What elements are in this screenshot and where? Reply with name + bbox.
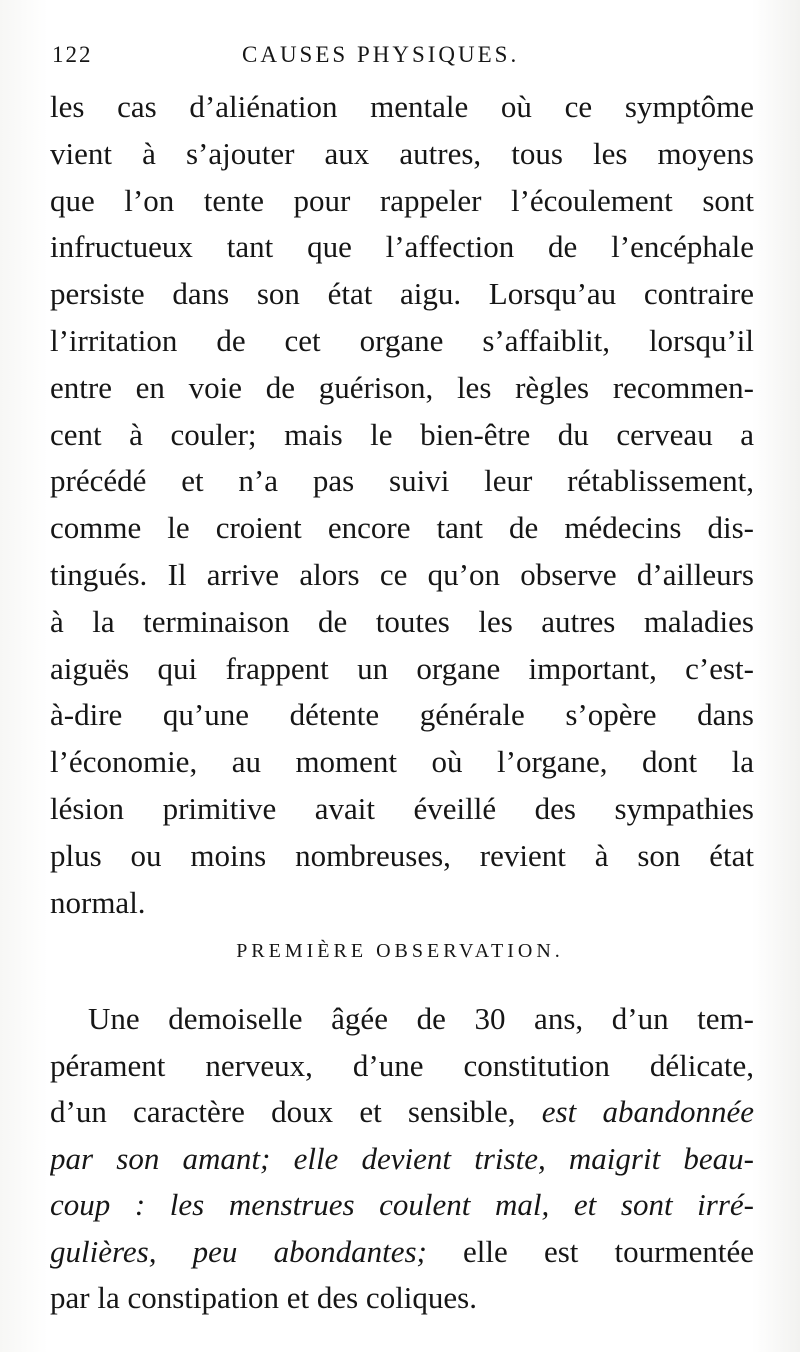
text-line [50, 1136, 754, 1183]
observation-paragraph [50, 996, 754, 1322]
page-header [52, 42, 752, 78]
text-line: aiguës qui frappent un organe important, c’est- [50, 650, 754, 686]
italic-text: coup : les menstrues coulent mal, et sont irré- [50, 1187, 754, 1222]
text-line: comme le croient encore tant de médecins dis- [50, 510, 754, 546]
body-paragraph [50, 84, 754, 926]
roman-text: d’un caractère doux et sensible, [50, 1094, 542, 1129]
text-line: à la terminaison de toutes les autres maladies [50, 603, 754, 639]
text-line: normal. [50, 884, 146, 920]
text-line: tingués. Il arrive alors ce qu’on observe d’ailleurs [50, 556, 754, 592]
text-line: l’irritation de cet organe s’affaiblit, lorsqu’il [50, 322, 754, 358]
section-title: PREMIÈRE OBSERVATION. [236, 940, 564, 962]
text-line: infructueux tant que l’affection de l’encéphale [50, 229, 754, 265]
text-line: cent à couler; mais le bien-être du cerveau a [50, 416, 754, 452]
text-line [50, 1229, 754, 1276]
text-line: pérament nerveux, d’une constitution délicate, [50, 1047, 754, 1083]
text-line [50, 1089, 754, 1136]
text-line: que l’on tente pour rappeler l’écoulement sont [50, 182, 754, 218]
text-line: précédé et n’a pas suivi leur rétablissement, [50, 463, 754, 499]
text-line: par la constipation et des coliques. [50, 1280, 477, 1315]
text-line: persiste dans son état aigu. Lorsqu’au contraire [50, 276, 754, 312]
italic-text: gulières, peu abondantes; [50, 1233, 427, 1269]
text-line: entre en voie de guérison, les règles recommen- [50, 369, 754, 405]
italic-text: est abandonnée [541, 1094, 754, 1129]
text-line: Une demoiselle âgée de 30 ans, d’un tem- [88, 1001, 754, 1036]
text-line: à-dire qu’une détente générale s’opère dans [50, 697, 754, 733]
text-line: lésion primitive avait éveillé des sympathies [50, 790, 754, 826]
page-number: 122 [52, 42, 93, 67]
text-line: les cas d’aliénation mentale où ce symptôme [50, 89, 754, 124]
italic-text: par son amant; elle devient triste, maigrit beau- [50, 1140, 754, 1176]
text-line [50, 1182, 754, 1229]
text-line: plus ou moins nombreuses, revient à son état [50, 837, 754, 873]
roman-text: elle est tourmentée [426, 1233, 754, 1269]
running-head: CAUSES PHYSIQUES. [242, 42, 520, 67]
text-line: l’économie, au moment où l’organe, dont la [50, 744, 754, 780]
text-line: vient à s’ajouter aux autres, tous les moyens [50, 135, 754, 171]
